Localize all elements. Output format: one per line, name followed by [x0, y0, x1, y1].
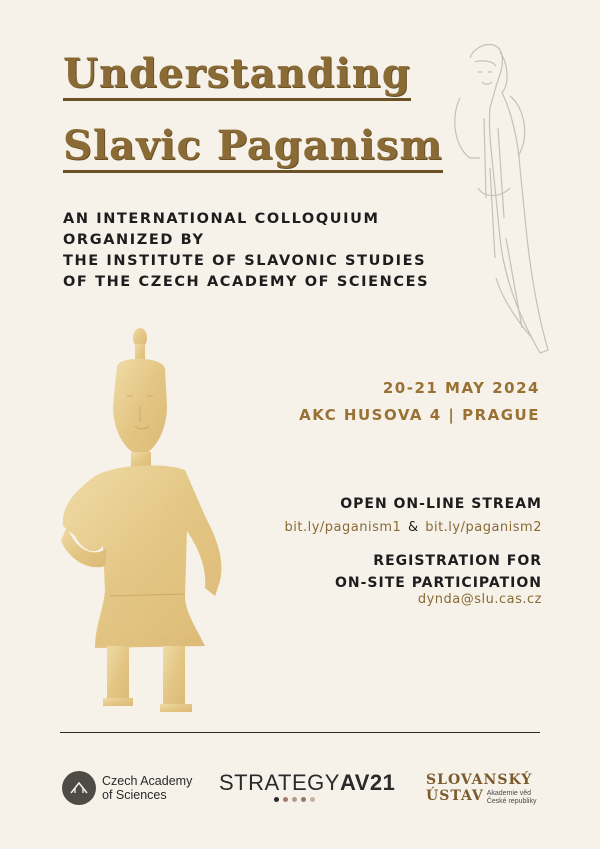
ampersand: &	[407, 520, 419, 535]
czech-academy-logo	[62, 771, 192, 805]
strategy-dot	[292, 797, 297, 802]
cas-name-line-1: Czech Academy	[102, 774, 193, 788]
strategy-dot	[301, 797, 306, 802]
organizer-subtitle	[63, 209, 483, 293]
slu-line-2: ÚSTAV	[426, 788, 484, 804]
strategy-av21-wordmark	[219, 770, 395, 796]
slu-subtitle	[487, 790, 537, 806]
slu-sub-line-2: České republiky	[486, 798, 537, 805]
registration-heading-1: REGISTRATION FOR	[373, 553, 542, 569]
strategy-word: STRATEGY	[219, 770, 340, 795]
subtitle-line: THE INSTITUTE OF SLAVONIC STUDIES	[63, 253, 427, 269]
event-venue: AKC HUSOVA 4 | PRAGUE	[299, 406, 540, 424]
title-line-1: Understanding	[63, 52, 503, 101]
stream-link-2[interactable]: bit.ly/paganism2	[425, 520, 542, 535]
stream-link-1[interactable]: bit.ly/paganism1	[284, 520, 402, 535]
strategy-dot	[310, 797, 315, 802]
slovansky-ustav-logo	[426, 772, 537, 806]
strategy-av21-logo	[219, 770, 395, 802]
registration-email-link[interactable]: dynda@slu.cas.cz	[417, 592, 542, 607]
strategy-dot	[283, 797, 288, 802]
golden-figurine-icon	[55, 326, 255, 731]
event-date: 20-21 MAY 2024	[382, 379, 540, 397]
czech-academy-name	[102, 774, 192, 802]
footer-divider	[60, 732, 540, 733]
stream-links	[285, 520, 542, 535]
slu-sub-line-1: Akademie věd	[486, 790, 532, 797]
title-line-2: Slavic Paganism	[63, 124, 503, 173]
stream-heading: OPEN ON-LINE STREAM	[340, 496, 542, 512]
av21-word: AV21	[339, 770, 396, 795]
cas-name-line-2: of Sciences	[102, 788, 167, 802]
strategy-dots	[274, 797, 395, 802]
slu-line-1: SLOVANSKÝ	[426, 772, 533, 788]
registration-heading-2: ON-SITE PARTICIPATION	[334, 575, 542, 591]
strategy-dot	[274, 797, 279, 802]
czech-academy-logo-icon	[62, 771, 96, 805]
subtitle-line: ORGANIZED BY	[63, 232, 205, 248]
subtitle-line: AN INTERNATIONAL COLLOQUIUM	[63, 211, 380, 227]
subtitle-line: OF THE CZECH ACADEMY OF SCIENCES	[63, 274, 430, 290]
